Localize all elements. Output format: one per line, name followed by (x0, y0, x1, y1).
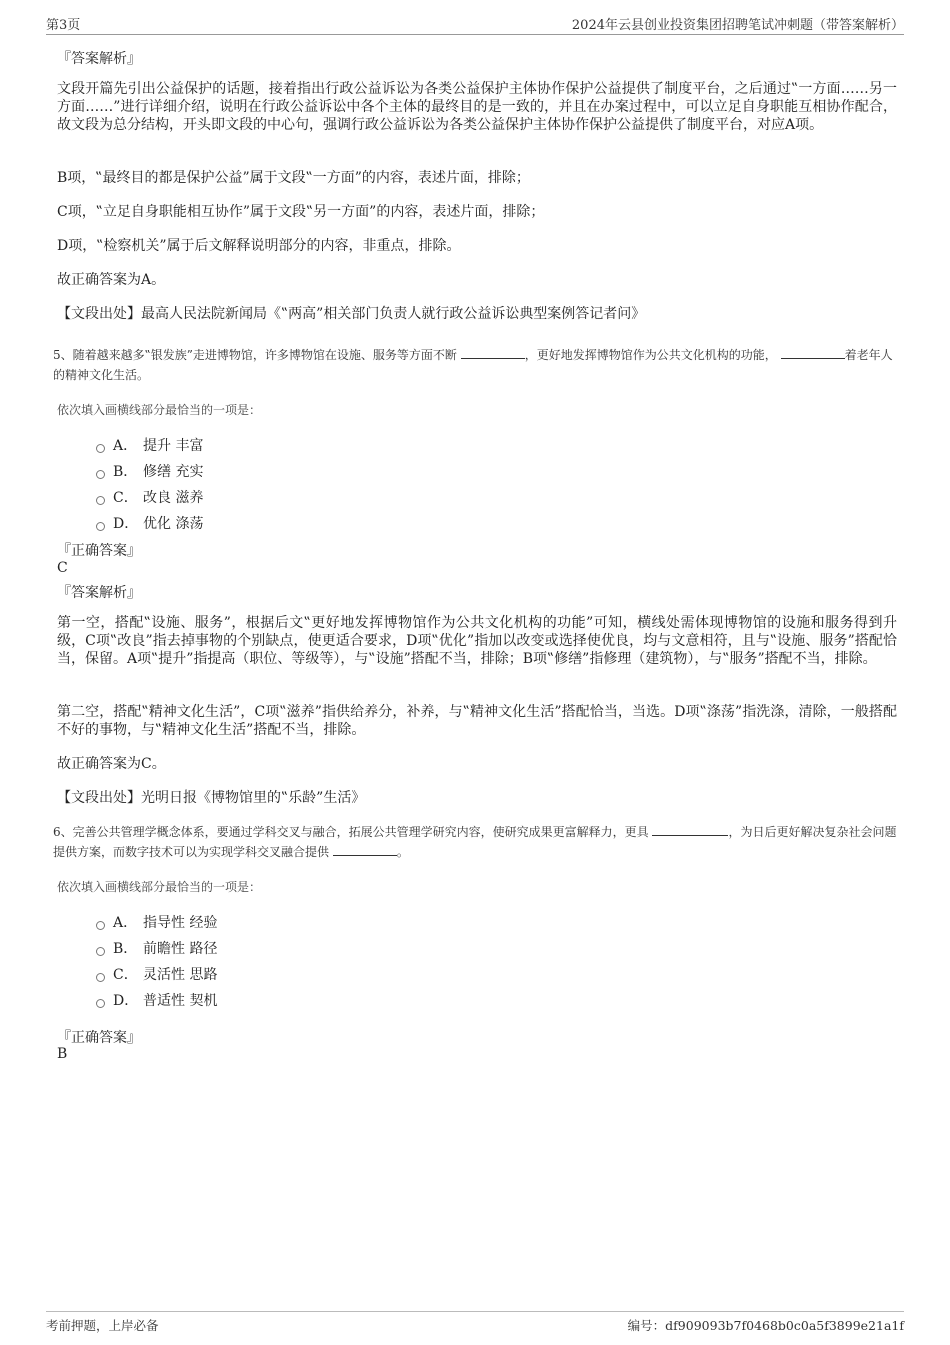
q6-option-d[interactable]: D． 普适性 契机 (96, 987, 217, 1013)
q4-analysis-p4: D项，‟检察机关”属于后文解释说明部分的内容，非重点，排除。 (57, 238, 461, 254)
q4-source: 【文段出处】最高人民法院新闻局《‟两高”相关部门负责人就行政公益诉讼典型案例答记者问》 (57, 306, 646, 322)
radio-icon[interactable] (96, 496, 105, 505)
q6-instruction: 依次填入画横线部分最恰当的一项是： (57, 880, 262, 894)
radio-icon[interactable] (96, 470, 105, 479)
q6-options (96, 909, 217, 1013)
q6-option-b[interactable]: B． 前瞻性 路径 (96, 935, 217, 961)
radio-icon[interactable] (96, 921, 105, 930)
q6-answer: B (57, 1046, 68, 1062)
q4-analysis-p1: 文段开篇先引出公益保护的话题，接着指出行政公益诉讼为各类公益保护主体协作保护公益提供了制度平台，之后通过‟一方面……另一方面……”进行详细介绍，说明在行政公益诉讼中各个主体的最终目的是一致的，并且在办案过程中，可以立足自身职能互相协作配合，故文段为总分结构，开头即文段的中心句，强调行政公益诉讼为各类公益保护主体协作保护公益提供了制度平台，对应A项。 (57, 81, 897, 133)
q5-analysis-p2: 第二空，搭配‟精神文化生活”，C项‟滋养”指供给养分，补养，与‟精神文化生活”搭配恰当，当选。D项‟涤荡”指洗涤，清除，一般搭配不好的事物，与‟精神文化生活”搭配不当，排除。 (57, 704, 897, 738)
q5-option-d[interactable]: D． 优化 涤荡 (96, 510, 203, 536)
q6-question: 6、完善公共管理学概念体系，要通过学科交叉与融合，拓展公共管理学研究内容，使研究成果更富解释力，更具 ，为日后更好解决复杂社会问题提供方案，而数字技术可以为实现学科交叉融合提供 。 (53, 825, 897, 859)
q6-blank-1 (652, 824, 728, 836)
q5-answer-title: 『正确答案』 (57, 543, 141, 559)
radio-icon[interactable] (96, 999, 105, 1008)
q6-blank-2 (333, 844, 397, 856)
q6-answer-title: 『正确答案』 (57, 1030, 141, 1046)
document-id: 编号：df909093b7f0468b0c0a5f3899e21a1f (627, 1318, 904, 1333)
q5-option-c[interactable]: C． 改良 滋养 (96, 484, 203, 510)
q5-answer: C (57, 560, 68, 576)
q5-source: 【文段出处】光明日报《博物馆里的‟乐龄”生活》 (57, 790, 366, 806)
radio-icon[interactable] (96, 973, 105, 982)
footer-slogan: 考前押题，上岸必备 (46, 1318, 159, 1333)
page-header (46, 14, 904, 35)
q5-analysis-p1: 第一空，搭配‟设施、服务”，根据后文‟更好地发挥博物馆作为公共文化机构的功能”可知，横线处需体现博物馆的设施和服务得到升级，C项‟改良”指去掉事物的个别缺点，使更适合要求，D项‟优化”指加以改变或选择使优良，均与文意相符，且与‟设施、服务”搭配恰当，保留。A项‟提升”指提高（职位、等级等），与‟设施”搭配不当，排除；B项‟修缮”指修理（建筑物），与‟服务”搭配不当，排除。 (57, 615, 897, 667)
q4-analysis-p2: B项，‟最终目的都是保护公益”属于文段‟一方面”的内容，表述片面，排除； (57, 170, 530, 186)
radio-icon[interactable] (96, 444, 105, 453)
q5-options (96, 432, 203, 536)
q4-conclusion: 故正确答案为A。 (57, 272, 166, 288)
page-footer (46, 1311, 904, 1336)
q5-blank-2 (781, 347, 845, 359)
page-number: 第3页 (46, 18, 81, 33)
q4-analysis-p3: C项，‟立足自身职能相互协作”属于文段‟另一方面”的内容，表述片面，排除； (57, 204, 545, 220)
q6-option-a[interactable]: A． 指导性 经验 (96, 909, 217, 935)
q4-analysis-title: 『答案解析』 (57, 51, 141, 67)
document-title: 2024年云县创业投资集团招聘笔试冲刺题（带答案解析） (571, 18, 904, 33)
q5-option-a[interactable]: A． 提升 丰富 (96, 432, 203, 458)
q5-analysis-title: 『答案解析』 (57, 585, 141, 601)
q5-conclusion: 故正确答案为C。 (57, 756, 166, 772)
q6-option-c[interactable]: C． 灵活性 思路 (96, 961, 217, 987)
q5-instruction: 依次填入画横线部分最恰当的一项是： (57, 403, 262, 417)
q5-option-b[interactable]: B． 修缮 充实 (96, 458, 203, 484)
q5-question: 5、随着越来越多‟银发族”走进博物馆，许多博物馆在设施、服务等方面不断 ，更好地发挥博物馆作为公共文化机构的功能， 着老年人的精神文化生活。 (53, 348, 893, 382)
radio-icon[interactable] (96, 522, 105, 531)
radio-icon[interactable] (96, 947, 105, 956)
q5-blank-1 (461, 347, 525, 359)
